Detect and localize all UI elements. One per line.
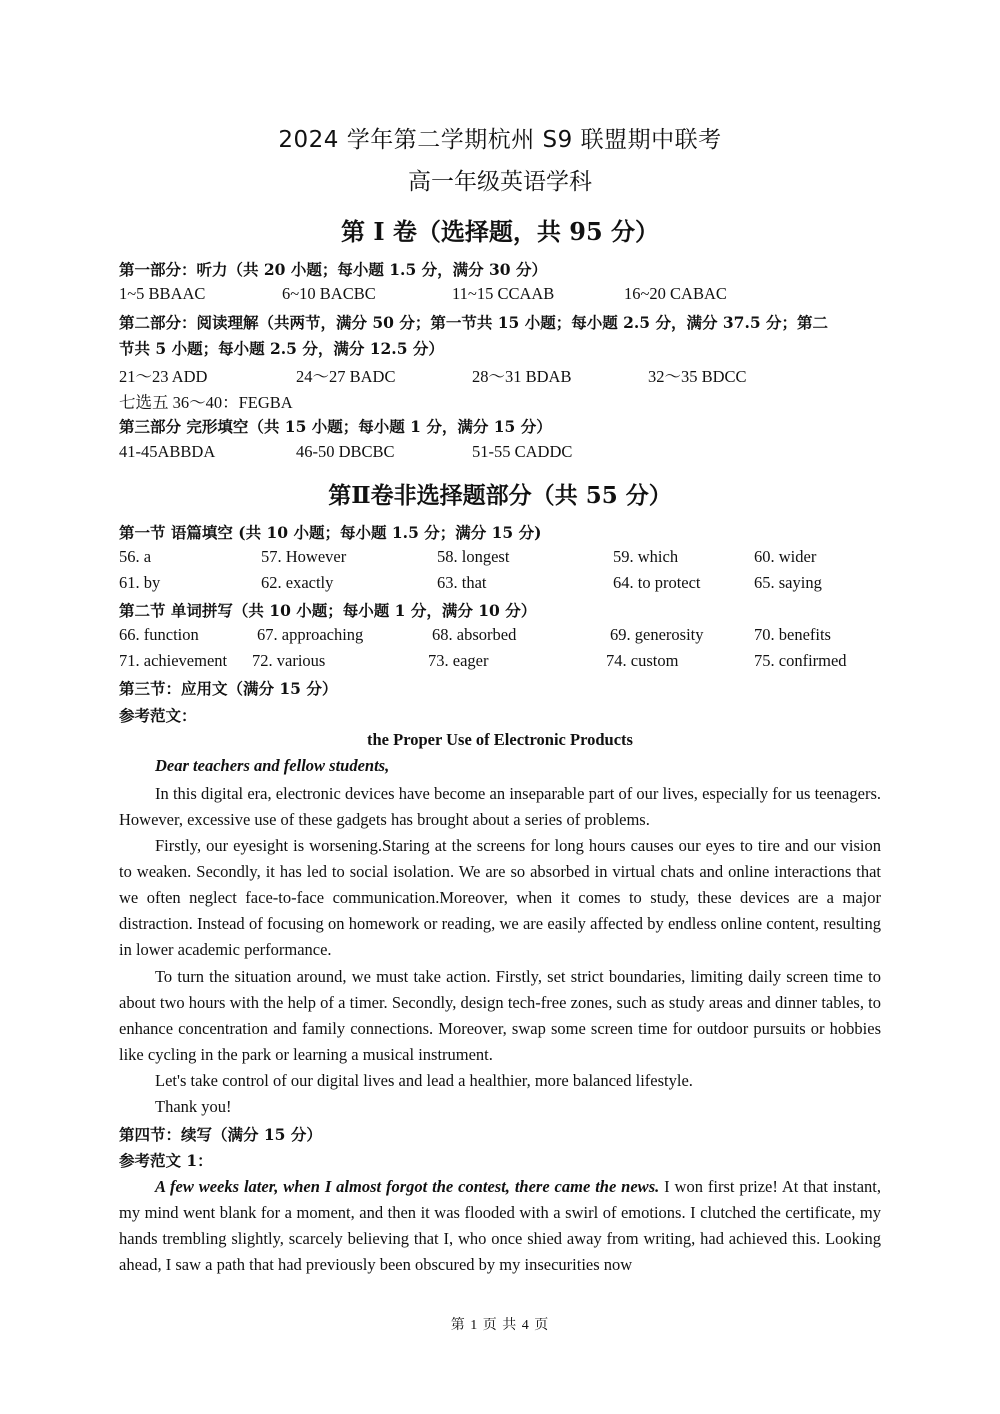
section2-answer: 66. function	[119, 625, 199, 644]
section2-answer: 71. achievement	[119, 651, 228, 670]
section2-answer: 67. approaching	[257, 625, 364, 644]
part3-answer: 46-50 DBCBC	[296, 442, 395, 461]
volume1-heading: 第 I 卷（选择题，共 95 分）	[340, 217, 660, 246]
section1-answer: 63. that	[437, 573, 487, 592]
part2-answer: 28～31 BDAB	[472, 367, 572, 386]
section1-heading: 第一节 语篇填空 (共 10 小题；每小题 1.5 分；满分 15 分)	[119, 523, 542, 542]
section2-answer: 75. confirmed	[754, 651, 847, 670]
section2-answer: 70. benefits	[754, 625, 831, 644]
essay-paragraph: To turn the situation around, we must take action. Firstly, set strict boundaries, limiting daily screen time to about two hours with the help of a timer. Secondly, design tech-free zones, such as study areas and dinner tables, to enhance concentration and family connections. Moreover, swap some screen time for outdoor pursuits or hobbies like cycling in the park or learning a musical instrument.	[119, 967, 881, 1064]
section1-answer: 62. exactly	[261, 573, 334, 592]
section1-answer: 61. by	[119, 573, 161, 592]
section1-answer: 56. a	[119, 547, 152, 566]
section2-heading: 第二节 单词拼写（共 10 小题；每小题 1 分，满分 10 分）	[119, 601, 537, 620]
section2-answer: 74. custom	[606, 651, 679, 670]
part1-answer: 16~20 CABAC	[624, 284, 727, 303]
part1-heading: 第一部分：听力（共 20 小题；每小题 1.5 分，满分 30 分）	[119, 260, 547, 279]
section3-heading: 第三节：应用文（满分 15 分）	[119, 679, 338, 698]
essay-paragraph: Firstly, our eyesight is worsening.Staring at the screens for long hours causes our eyes to tire and our vision to weaken. Secondly, it has led to social isolation. We are so absorbed in virtual chats and online interactions that we often neglect face-to-face communication.Moreover, when it comes to study, these devices are a major distraction. Instead of focusing on homework or reading, we are easily affected by endless online content, resulting in lower academic performance.	[119, 836, 881, 959]
section2-answer: 69. generosity	[610, 625, 704, 644]
section4-ref-label: 参考范文 1：	[119, 1151, 213, 1170]
part3-answer: 51-55 CADDC	[472, 442, 573, 461]
section4-heading: 第四节：续写（满分 15 分）	[119, 1125, 322, 1144]
section1-answer: 58. longest	[437, 547, 510, 566]
section2-answer: 73. eager	[428, 651, 489, 670]
subject-title: 高一年级英语学科	[408, 169, 592, 195]
essay-paragraph: Let's take control of our digital lives and lead a healthier, more balanced lifestyle.	[155, 1071, 693, 1090]
part2-answer: 24～27 BADC	[296, 367, 396, 386]
part2-heading-line2: 节共 5 小题；每小题 2.5 分，满分 12.5 分）	[119, 339, 444, 358]
part3-heading: 第三部分 完形填空（共 15 小题；每小题 1 分，满分 15 分）	[119, 417, 552, 436]
part1-answer: 11~15 CCAAB	[452, 284, 555, 303]
essay-title: the Proper Use of Electronic Products	[367, 730, 633, 749]
section1-answer: 60. wider	[754, 547, 817, 566]
part2-answer: 32～35 BDCC	[648, 367, 747, 386]
section2-answer: 68. absorbed	[432, 625, 517, 644]
part1-answer: 6~10 BACBC	[282, 284, 376, 303]
continuation-paragraph	[119, 1174, 881, 1278]
section2-answer: 72. various	[252, 651, 326, 670]
essay-closing: Thank you!	[155, 1097, 232, 1116]
volume2-heading: 第Ⅱ卷非选择题部分（共 55 分）	[328, 482, 672, 509]
seven-five-answers: 七选五 36～40：FEGBA	[119, 393, 293, 412]
section3-ref-label: 参考范文：	[119, 706, 197, 725]
continuation-text: I won first prize! At that instant, my mind went blank for a moment, and then it was flooded with a swirl of emotions. I clutched the certificate, my hands trembling slightly, scarcely believing that I, who once shied away from writing, had achieved this. Looking ahead, I saw a path that had previously been obscured by my insecurities now	[119, 1177, 882, 1274]
part2-heading-line1: 第二部分：阅读理解（共两节，满分 50 分；第一节共 15 小题；每小题 2.5 分，满分 37.5 分；第二	[119, 313, 829, 332]
part3-answer: 41-45ABBDA	[119, 442, 216, 461]
section1-answer: 64. to protect	[613, 573, 701, 592]
essay-paragraph: In this digital era, electronic devices have become an inseparable part of our lives, especially for us teenagers. However, excessive use of these gadgets has brought about a series of problems.	[119, 784, 881, 829]
section1-answer: 59. which	[613, 547, 679, 566]
part2-answer: 21～23 ADD	[119, 367, 208, 386]
exam-title: 2024 学年第二学期杭州 S9 联盟期中联考	[278, 127, 722, 153]
page-footer: 第 1 页 共 4 页	[450, 1318, 550, 1333]
section1-answer: 57. However	[261, 547, 347, 566]
part1-answer: 1~5 BBAAC	[119, 284, 206, 303]
section1-answer: 65. saying	[754, 573, 822, 592]
essay-salutation: Dear teachers and fellow students,	[155, 756, 390, 775]
continuation-lead: A few weeks later, when I almost forgot the contest, there came the news.	[155, 1177, 660, 1196]
